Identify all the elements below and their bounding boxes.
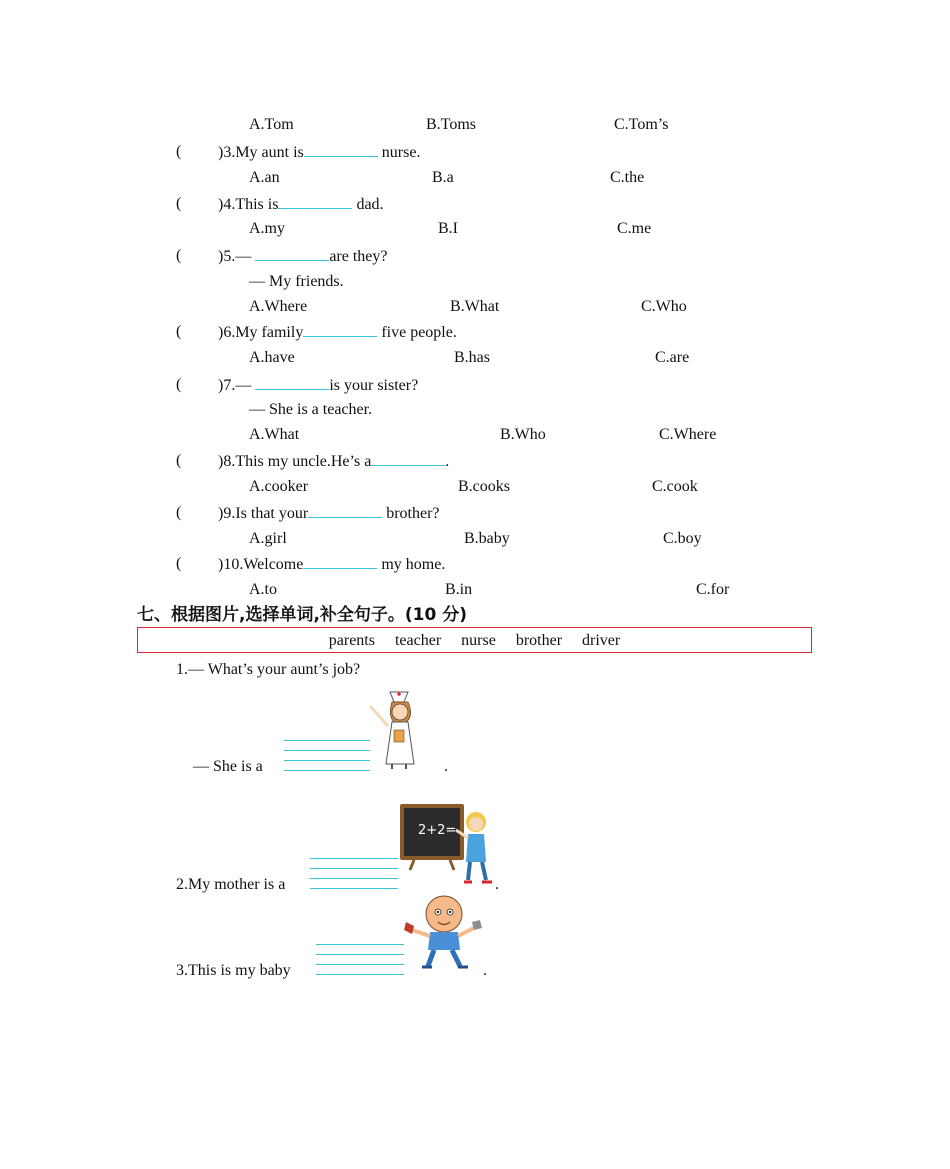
answer-paren-open: ( [176, 376, 182, 393]
option-c: C.cook [652, 478, 698, 495]
option-b: B.has [454, 349, 490, 366]
answer-paren-open: ( [176, 504, 182, 521]
question-9: )9.Is that your brother? [218, 505, 440, 522]
baby-boy-illustration [402, 892, 486, 970]
answer-blank[interactable] [278, 194, 352, 209]
option-c: C.Tom’s [614, 116, 669, 133]
word-brother: brother [515, 632, 563, 649]
picture-sentence-3: 3.This is my baby [176, 962, 291, 979]
option-b: B.Who [500, 426, 546, 443]
writing-lines[interactable] [310, 858, 398, 898]
dialogue-answer: — She is a teacher. [249, 401, 373, 418]
option-b: B.Toms [426, 116, 476, 133]
sentence-end-period: . [495, 876, 499, 893]
option-c: C.the [610, 169, 645, 186]
word-parents: parents [328, 632, 375, 649]
option-a: A.Tom [249, 116, 294, 133]
option-a: A.girl [249, 530, 287, 547]
option-b: B.What [450, 298, 500, 315]
sentence-end-period: . [483, 962, 487, 979]
answer-blank[interactable] [303, 322, 377, 337]
answer-blank[interactable] [303, 554, 377, 569]
question-7: )7.— is your sister? [218, 377, 419, 394]
option-c: C.are [655, 349, 690, 366]
answer-blank[interactable] [371, 451, 445, 466]
answer-paren-open: ( [176, 247, 182, 264]
writing-lines[interactable] [284, 740, 370, 780]
option-c: C.Where [659, 426, 717, 443]
dialogue-answer: — My friends. [249, 273, 344, 290]
sentence-end-period: . [444, 758, 448, 775]
question-4: )4.This is dad. [218, 196, 384, 213]
option-a: A.Where [249, 298, 308, 315]
question-8: )8.This my uncle.He’s a . [218, 453, 450, 470]
question-3: )3.My aunt is nurse. [218, 144, 421, 161]
picture-sentence-2: 2.My mother is a [176, 876, 286, 893]
answer-blank[interactable] [255, 246, 329, 261]
option-a: A.What [249, 426, 300, 443]
writing-lines[interactable] [316, 944, 404, 984]
word-driver: driver [582, 632, 621, 649]
option-a: A.my [249, 220, 285, 237]
answer-paren-open: ( [176, 195, 182, 212]
option-c: C.boy [663, 530, 702, 547]
word-teacher: teacher [394, 632, 442, 649]
option-b: B.a [432, 169, 454, 186]
answer-paren-open: ( [176, 555, 182, 572]
question-6: )6.My family five people. [218, 324, 457, 341]
option-b: B.baby [464, 530, 510, 547]
question-5: )5.— are they? [218, 248, 388, 265]
picture-sentence-1: — She is a [193, 758, 263, 775]
answer-blank[interactable] [304, 142, 378, 157]
option-a: A.cooker [249, 478, 309, 495]
word-bank [137, 627, 812, 653]
answer-paren-open: ( [176, 143, 182, 160]
blackboard-text: 2+2= [418, 823, 457, 838]
answer-blank[interactable] [308, 503, 382, 518]
section-7-heading: 七、根据图片,选择单词,补全句子。(10 分) [137, 605, 468, 625]
option-b: B.cooks [458, 478, 510, 495]
option-b: B.I [438, 220, 458, 237]
word-nurse: nurse [461, 632, 496, 649]
option-b: B.in [445, 581, 473, 598]
nurse-illustration [368, 686, 434, 770]
option-a: A.an [249, 169, 280, 186]
answer-paren-open: ( [176, 323, 182, 340]
answer-blank[interactable] [255, 375, 329, 390]
option-c: C.me [617, 220, 652, 237]
picture-question-1: 1.— What’s your aunt’s job? [176, 661, 361, 678]
question-10: )10.Welcome my home. [218, 556, 446, 573]
answer-paren-open: ( [176, 452, 182, 469]
teacher-blackboard-illustration [398, 800, 496, 886]
option-a: A.have [249, 349, 295, 366]
option-c: C.for [696, 581, 730, 598]
option-a: A.to [249, 581, 277, 598]
option-c: C.Who [641, 298, 687, 315]
